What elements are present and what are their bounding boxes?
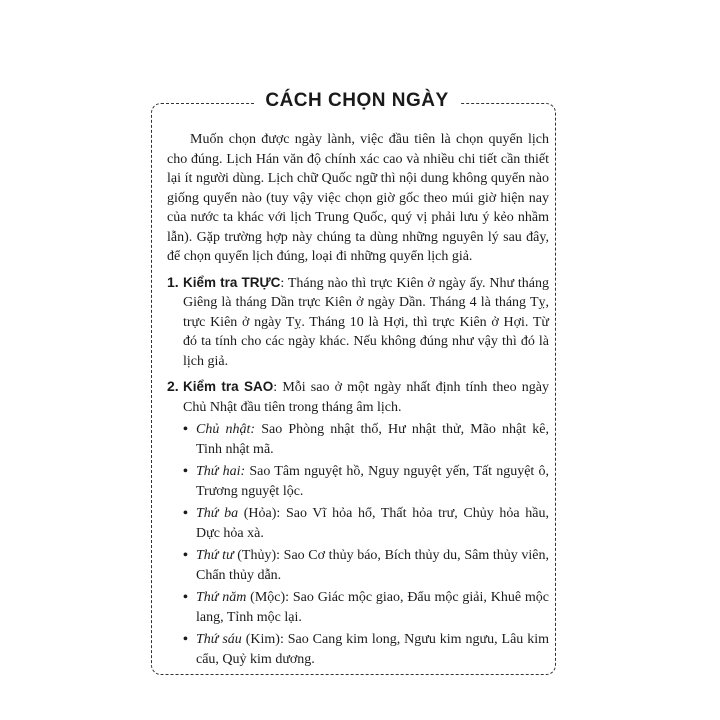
bullet-item xyxy=(183,420,549,459)
bullet-item xyxy=(183,504,549,543)
bullet-element: (Thủy) xyxy=(233,548,277,563)
bullet-icon: • xyxy=(183,506,188,521)
bullet-item xyxy=(183,588,549,627)
bullet-item xyxy=(183,546,549,585)
bullet-element: (Mộc) xyxy=(246,590,286,605)
bullet-icon: • xyxy=(183,590,188,605)
list-item-truc xyxy=(167,273,549,372)
bullet-day: Thứ sáu xyxy=(196,632,242,647)
item-text: : Tháng nào thì trực Kiên ở ngày ấy. Như tháng Giêng là tháng Dần trực Kiên ở ngày Dần. Tháng 4 là tháng Tỵ, trực Kiên ở ngày Tỵ. Tháng 10 là Hợi, thì trực Kiên ở Hợi. Từ đó ta tính cho các ngày khác. Nếu không đúng như vậy thì đó là lịch giả. xyxy=(183,275,550,369)
bullet-item xyxy=(183,630,549,669)
list-item-sao xyxy=(167,377,549,669)
bullet-icon: • xyxy=(183,422,188,437)
bullet-element: (Kim) xyxy=(241,632,280,647)
content-body xyxy=(167,130,549,669)
item-body xyxy=(183,377,549,669)
bullet-icon: • xyxy=(183,632,188,647)
bullet-element: (Hỏa) xyxy=(238,506,277,521)
bullet-text: : Sao Cơ thủy báo, Bích thủy du, Sâm thủy viên, Chẩn thủy dẫn. xyxy=(196,548,549,583)
page-title: CÁCH CHỌN NGÀY xyxy=(254,88,460,114)
item-body xyxy=(183,273,549,372)
item-text: : Mỗi sao ở một ngày nhất định tính theo ngày Chủ Nhật đầu tiên trong tháng âm lịch. xyxy=(183,380,549,415)
bullet-text: Sao Phòng nhật thố, Hư nhật thử, Mão nhật kê, Tinh nhật mã. xyxy=(196,422,550,457)
bullet-icon: • xyxy=(183,464,188,479)
item-number: 1. xyxy=(167,273,179,290)
bullet-day: Thứ năm xyxy=(196,590,247,605)
bullet-item xyxy=(183,462,549,501)
bullet-text: : Sao Giác mộc giao, Đẩu mộc giải, Khuê mộc lang, Tỉnh mộc lại. xyxy=(196,590,549,625)
intro-paragraph: Muốn chọn được ngày lành, việc đầu tiên là chọn quyển lịch cho đúng. Lịch Hán văn độ chính xác cao và nhiều chi tiết cần thiết lại ít người dùng. Lịch chữ Quốc ngữ thì nội dung không quyển nào giống quyển nào (tuy vậy việc chọn giờ gốc theo múi giờ hiện nay của nước ta khác với lịch Trung Quốc, quý vị phải lưu ý kẻo nhầm lẫn). Gặp trường hợp này chúng ta dùng những nguyên lý sau đây, để chọn quyển lịch đúng, loại đi những quyển lịch giả. xyxy=(167,132,549,264)
bullet-text: : Sao Cang kim long, Ngưu kim ngưu, Lâu kim cẩu, Quỷ kim dương. xyxy=(196,632,549,667)
bullet-day: Thứ ba xyxy=(196,506,239,521)
bullet-day: Thứ hai: xyxy=(196,464,246,479)
bullet-day: Thứ tư xyxy=(196,548,234,563)
bullet-day: Chủ nhật: xyxy=(196,422,256,437)
bullet-text: : Sao Vĩ hỏa hổ, Thất hỏa trư, Chủy hỏa hầu, Dực hỏa xà. xyxy=(196,506,549,541)
item-heading: Kiểm tra SAO xyxy=(183,379,274,394)
item-number: 2. xyxy=(167,378,179,394)
weekday-list xyxy=(183,420,549,669)
item-heading: Kiểm tra TRỰC xyxy=(183,274,281,290)
bullet-icon: • xyxy=(183,548,188,563)
bullet-text: Sao Tâm nguyệt hồ, Nguy nguyệt yến, Tất nguyệt ô, Trương nguyệt lộc. xyxy=(196,464,549,499)
